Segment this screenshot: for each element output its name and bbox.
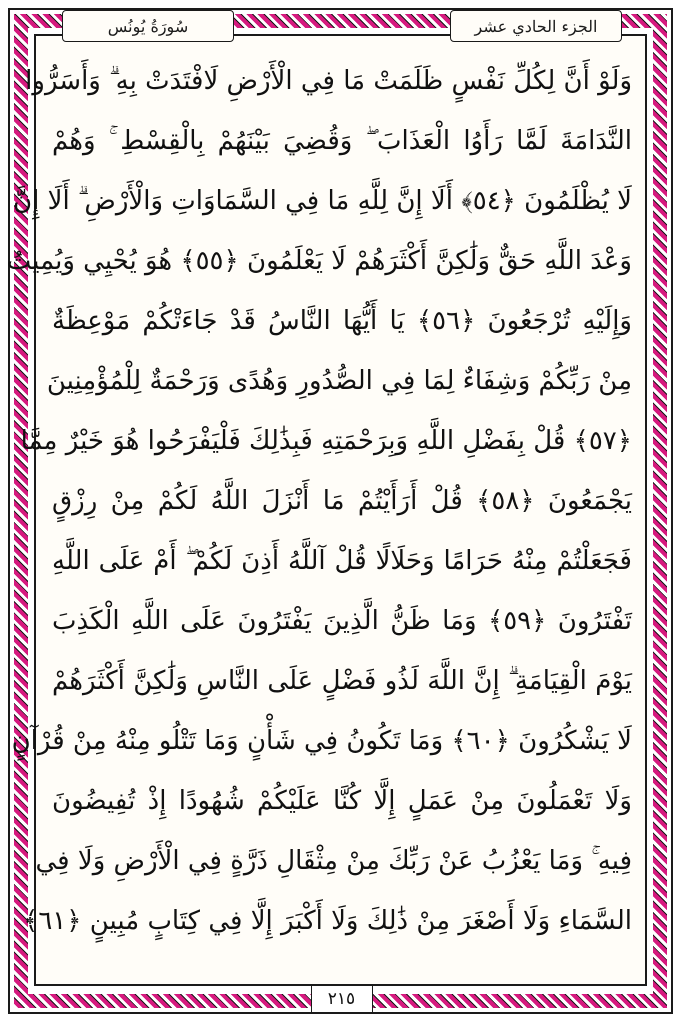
juz-name-label: الجزء الحادي عشر xyxy=(450,10,622,42)
text-line: مِنْ رَبِّكُمْ وَشِفَاءٌ لِمَا فِي الصُّدُورِ وَهُدًى وَرَحْمَةٌ لِلْمُؤْمِنِينَ xyxy=(46,366,632,396)
quran-text xyxy=(6,52,633,960)
page-number: ٢١٥ xyxy=(311,985,373,1013)
text-line: وَلَا تَعْمَلُونَ مِنْ عَمَلٍ إِلَّا كُنَّا عَلَيْكُمْ شُهُودًا إِذْ تُفِيضُونَ xyxy=(52,786,632,816)
text-line: وَلَوْ أَنَّ لِكُلِّ نَفْسٍ ظَلَمَتْ مَا فِي الْأَرْضِ لَافْتَدَتْ بِهِ ۗ وَأَسَرُّوا xyxy=(25,66,632,96)
text-line: النَّدَامَةَ لَمَّا رَأَوُا الْعَذَابَ ۖ وَقُضِيَ بَيْنَهُمْ بِالْقِسْطِ ۚ وَهُمْ xyxy=(52,126,632,156)
text-line: تَفْتَرُونَ ﴿٥٩﴾ وَمَا ظَنُّ الَّذِينَ يَفْتَرُونَ عَلَى اللَّهِ الْكَذِبَ xyxy=(52,606,633,636)
text-line: ﴿٥٧﴾ قُلْ بِفَضْلِ اللَّهِ وَبِرَحْمَتِهِ فَبِذَٰلِكَ فَلْيَفْرَحُوا هُوَ خَيْرٌ مِمَّا xyxy=(20,426,632,456)
text-line: وَإِلَيْهِ تُرْجَعُونَ ﴿٥٦﴾ يَا أَيُّهَا النَّاسُ قَدْ جَاءَتْكُمْ مَوْعِظَةٌ xyxy=(52,306,632,336)
text-line: لَا يُظْلَمُونَ ﴿٥٤﴾ أَلَا إِنَّ لِلَّهِ مَا فِي السَّمَاوَاتِ وَالْأَرْضِ ۗ أَلَا إِنَّ xyxy=(13,186,632,216)
text-line: يَجْمَعُونَ ﴿٥٨﴾ قُلْ أَرَأَيْتُمْ مَا أَنْزَلَ اللَّهُ لَكُمْ مِنْ رِزْقٍ xyxy=(52,486,632,516)
text-line: السَّمَاءِ وَلَا أَصْغَرَ مِنْ ذَٰلِكَ وَلَا أَكْبَرَ إِلَّا فِي كِتَابٍ مُبِينٍ ﴿٦١﴾ xyxy=(23,906,632,936)
text-line: لَا يَشْكُرُونَ ﴿٦٠﴾ وَمَا تَكُونُ فِي شَأْنٍ وَمَا تَتْلُو مِنْهُ مِنْ قُرْآنٍ xyxy=(11,726,632,756)
surah-name-label: سُورَةُ يُونُس xyxy=(62,10,234,42)
text-line: وَعْدَ اللَّهِ حَقٌّ وَلَٰكِنَّ أَكْثَرَهُمْ لَا يَعْلَمُونَ ﴿٥٥﴾ هُوَ يُحْيِي وَيُمِيتُ xyxy=(6,246,632,276)
page-header xyxy=(62,10,622,42)
text-line: يَوْمَ الْقِيَامَةِ ۗ إِنَّ اللَّهَ لَذُو فَضْلٍ عَلَى النَّاسِ وَلَٰكِنَّ أَكْثَرَهُمْ xyxy=(52,666,632,696)
text-line: فَجَعَلْتُمْ مِنْهُ حَرَامًا وَحَلَالًا قُلْ آللَّهُ أَذِنَ لَكُمْ ۖ أَمْ عَلَى اللَّهِ xyxy=(52,546,632,576)
text-line: فِيهِ ۚ وَمَا يَعْزُبُ عَنْ رَبِّكَ مِنْ مِثْقَالِ ذَرَّةٍ فِي الْأَرْضِ وَلَا فِي xyxy=(35,846,632,876)
